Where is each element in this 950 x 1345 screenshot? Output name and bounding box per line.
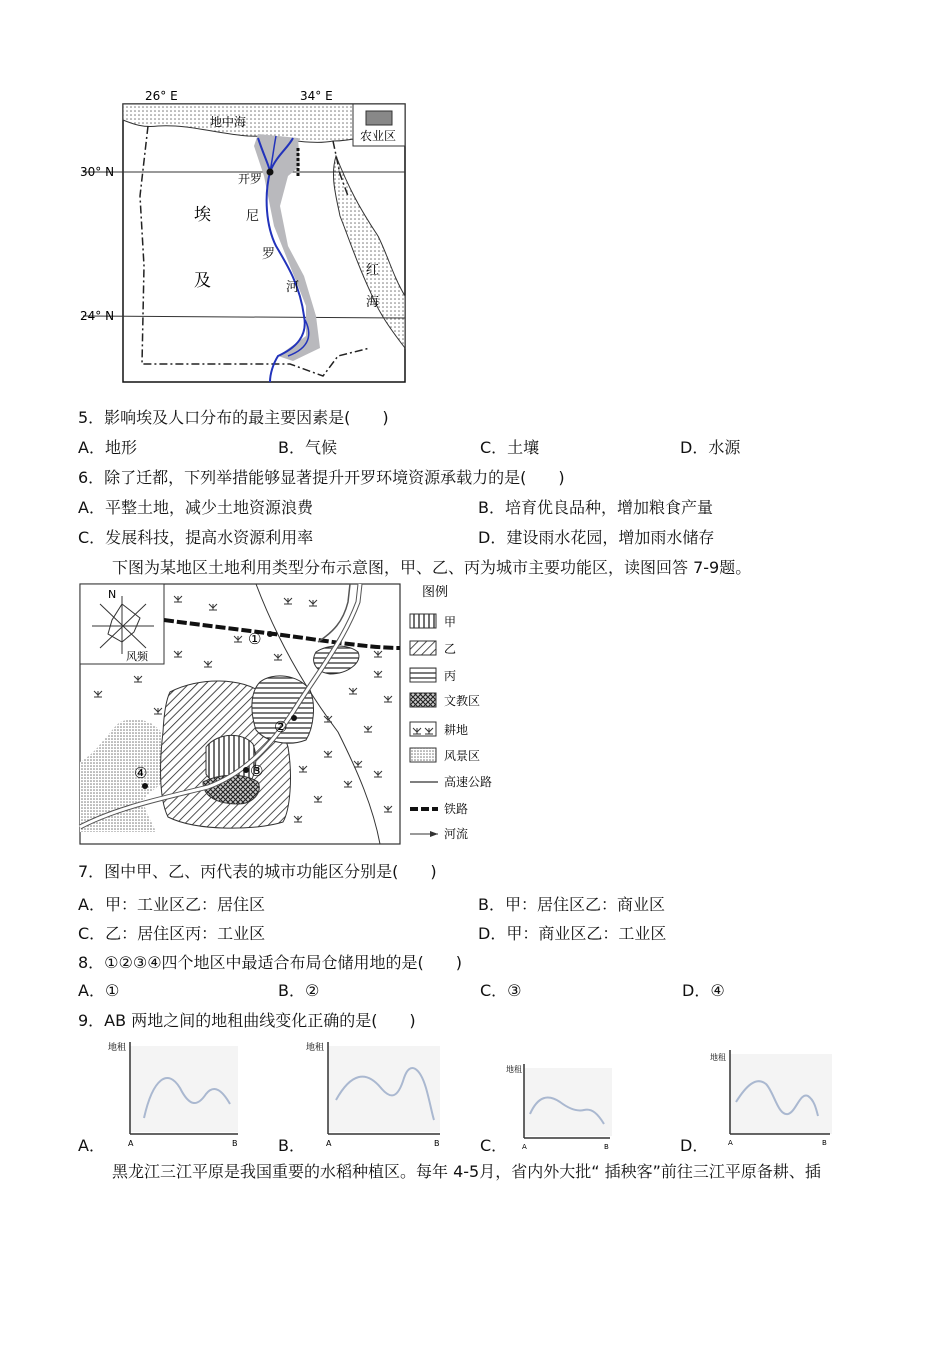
graph-c-ylabel: 地租: [506, 1065, 522, 1074]
q7-option-d[interactable]: D．甲：商业区乙：工业区: [478, 924, 667, 943]
river-1: 尼: [246, 209, 260, 224]
river-2: 罗: [262, 247, 276, 262]
legend-culture: 文教区: [444, 694, 481, 708]
q6-option-a[interactable]: A．平整土地，减少土地资源浪费: [78, 498, 313, 517]
graph-d-xa: A: [728, 1139, 733, 1147]
lat-30: 30° N: [80, 165, 115, 179]
rent-graph-a[interactable]: [108, 1038, 243, 1150]
q9-option-a[interactable]: A．: [78, 1136, 105, 1155]
marker-1: ①: [248, 630, 262, 648]
lat-24: 24° N: [80, 309, 115, 323]
q9-option-d[interactable]: D．: [680, 1136, 709, 1155]
q9-option-c[interactable]: C．: [480, 1136, 508, 1155]
rent-graph-c[interactable]: [506, 1060, 616, 1152]
legend-jia: 甲: [444, 615, 457, 629]
tail-paragraph: 黑龙江三江平原是我国重要的水稻种植区。每年 4-5月，省内外大批“ 插秧客”前往三江平原备耕、插: [112, 1162, 821, 1181]
legend-river: 河流: [444, 827, 469, 841]
marker-2: ②: [274, 718, 288, 736]
graph-b-ylabel: 地租: [306, 1043, 325, 1053]
sea-north: 地中海: [210, 115, 247, 129]
q5-option-a[interactable]: A．地形: [78, 438, 137, 457]
legend-scenic: 风景区: [444, 749, 481, 763]
q8-option-b[interactable]: B．②: [278, 981, 320, 1000]
map1-legend: 农业区: [360, 129, 397, 143]
q9-option-b[interactable]: B．: [278, 1136, 305, 1155]
q8-stem: 8．①②③④四个地区中最适合布局仓储用地的是( ): [78, 953, 463, 972]
q5-option-c[interactable]: C．土壤: [480, 438, 540, 457]
graph-c-xb: B: [604, 1143, 609, 1151]
q5-option-d[interactable]: D．水源: [680, 438, 741, 457]
rent-graph-d[interactable]: [708, 1046, 836, 1150]
egypt-map: [78, 86, 413, 386]
q7-stem: 7．图中甲、乙、丙代表的城市功能区分别是( ): [78, 862, 437, 881]
intro-7-9: 下图为某地区土地利用类型分布示意图，甲、乙、丙为城市主要功能区，读图回答 7-9题。: [112, 558, 752, 577]
river-3: 河: [286, 280, 300, 295]
legend-highway: 高速公路: [444, 775, 493, 789]
marker-3: ③: [250, 762, 264, 780]
graph-b-xa: A: [326, 1139, 332, 1148]
graph-a-xb: B: [232, 1139, 238, 1148]
q6-option-c[interactable]: C．发展科技，提高水资源利用率: [78, 528, 314, 547]
country-2: 及: [194, 271, 211, 291]
q9-stem: 9．AB 两地之间的地租曲线变化正确的是( ): [78, 1011, 416, 1030]
q8-option-d[interactable]: D．④: [682, 981, 725, 1000]
landuse-map: [78, 582, 503, 847]
compass-wind: 风频: [126, 650, 148, 663]
q7-option-a[interactable]: A．甲：工业区乙：居住区: [78, 895, 265, 914]
graph-c-xa: A: [522, 1143, 527, 1151]
q6-option-d[interactable]: D．建设雨水花园，增加雨水储存: [478, 528, 715, 547]
q8-option-c[interactable]: C．③: [480, 981, 522, 1000]
rent-graph-b[interactable]: [306, 1038, 446, 1150]
country-1: 埃: [194, 205, 211, 225]
cairo-marker: [267, 169, 274, 176]
graph-b-xb: B: [434, 1139, 440, 1148]
legend-yi: 乙: [444, 642, 457, 656]
q8-option-a[interactable]: A．①: [78, 981, 120, 1000]
graph-d-xb: B: [822, 1139, 827, 1147]
redsea-2: 海: [366, 295, 380, 310]
graph-a-ylabel: 地租: [108, 1043, 127, 1053]
city-cairo: 开罗: [238, 172, 263, 186]
q6-stem: 6．除了迁都，下列举措能够显著提升开罗环境资源承载力的是( ): [78, 468, 565, 487]
legend-farmland: 耕地: [444, 723, 469, 737]
legend-title: 图例: [422, 585, 449, 600]
legend-bing: 丙: [444, 669, 457, 683]
graph-d-ylabel: 地租: [710, 1053, 726, 1062]
lon-34: 34° E: [300, 89, 333, 103]
q5-stem: 5．影响埃及人口分布的最主要因素是( ): [78, 408, 389, 427]
compass-north: N: [108, 588, 117, 601]
graph-a-xa: A: [128, 1139, 134, 1148]
lon-26: 26° E: [145, 89, 178, 103]
q7-option-b[interactable]: B．甲：居住区乙：商业区: [478, 895, 665, 914]
q5-option-b[interactable]: B．气候: [278, 438, 337, 457]
q7-option-c[interactable]: C．乙：居住区丙：工业区: [78, 924, 266, 943]
q6-option-b[interactable]: B．培育优良品种，增加粮食产量: [478, 498, 713, 517]
redsea-1: 红: [366, 263, 380, 278]
legend-railway: 铁路: [444, 802, 469, 816]
marker-4: ④: [134, 764, 148, 782]
